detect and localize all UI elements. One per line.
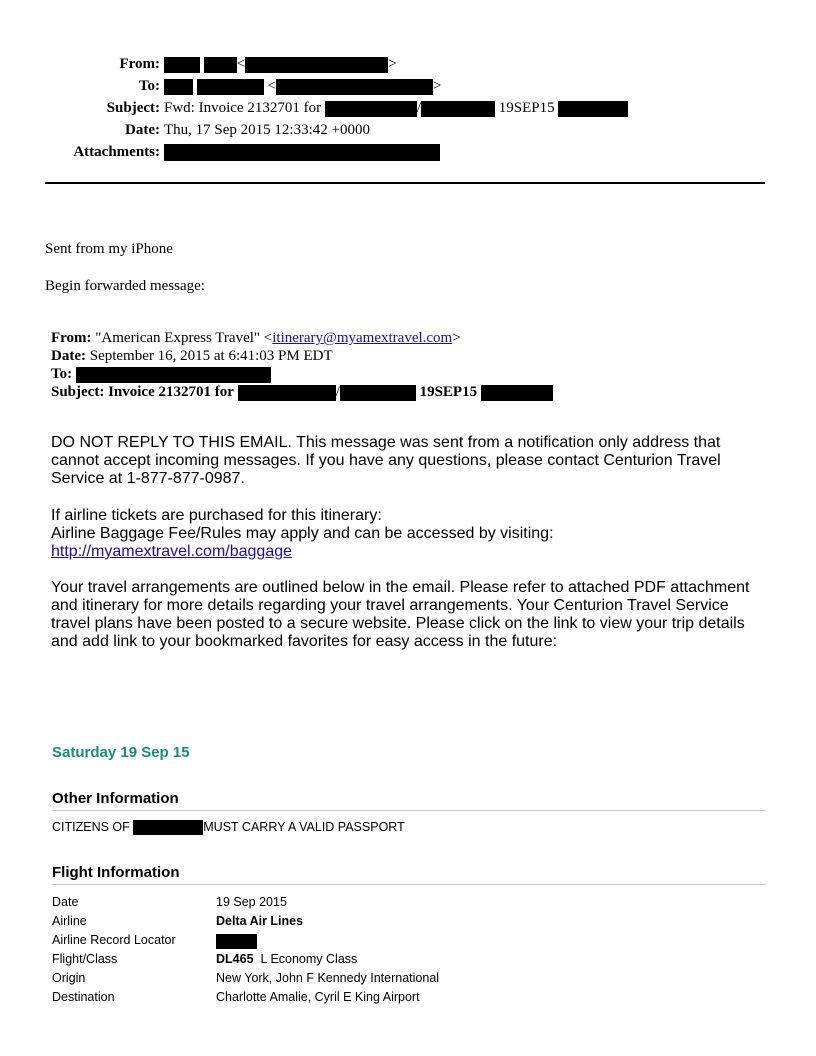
- header-to-label: To:: [138, 78, 160, 94]
- flight-class-value: [216, 950, 357, 969]
- forwarded-header: [51, 329, 553, 401]
- header-from-row: [0, 53, 816, 75]
- other-information-title: Other Information: [52, 790, 179, 807]
- redacted-block: [245, 57, 388, 73]
- forwarded-from-email-link[interactable]: itinerary@myamextravel.com: [272, 330, 453, 346]
- record-locator-label: Airline Record Locator: [52, 933, 176, 947]
- header-to-value: < >: [164, 75, 441, 97]
- forwarded-from-row: From: "American Express Travel" <itinerary@myamextravel.com>: [51, 330, 461, 346]
- baggage-line-2: Airline Baggage Fee/Rules may apply and can be accessed by visiting:: [51, 525, 554, 542]
- begin-forwarded-text: Begin forwarded message:: [45, 278, 205, 294]
- header-attachments-label: Attachments:: [73, 144, 160, 160]
- header-subject-row: [0, 97, 816, 119]
- do-not-reply-notice: DO NOT REPLY TO THIS EMAIL. This message was sent from a notification only address that cannot accept incoming messages. If you have any questions, please contact Centurion Travel Service at 1-877-877-0987.: [51, 434, 721, 487]
- forwarded-date-row: Date: September 16, 2015 at 6:41:03 PM EDT: [51, 348, 333, 364]
- redacted-block: [481, 385, 553, 401]
- airline-value: Delta Air Lines: [216, 914, 304, 928]
- redacted-block: [421, 101, 495, 117]
- forwarded-subject-row: Subject: Invoice 2132701 for / 19SEP15: [51, 383, 553, 401]
- baggage-paragraph: [51, 507, 771, 561]
- flight-date-label: Date: [52, 895, 79, 909]
- forwarded-to-row: To:: [51, 365, 553, 383]
- redacted-block: [204, 57, 237, 73]
- header-subject-label: Subject:: [106, 100, 160, 116]
- airline-label: Airline: [52, 914, 87, 928]
- arrangements-paragraph: Your travel arrangements are outlined below in the email. Please refer to attached PDF attachment and itinerary for more details regarding your travel arrangements. Your Centurion Travel Service travel plans have been posted to a secure website. Please click on the link to view your trip details and add link to your bookmarked favorites for easy access in the future:: [51, 579, 750, 650]
- header-divider: [45, 182, 765, 184]
- flight-date-value: 19 Sep 2015: [216, 895, 287, 909]
- header-attachments-value[interactable]: [164, 141, 440, 163]
- destination-value: Charlotte Amalie, Cyril E King Airport: [216, 990, 420, 1004]
- redacted-block: [164, 57, 200, 73]
- email-header: [0, 53, 816, 163]
- sent-from-text: Sent from my iPhone: [45, 241, 173, 257]
- header-subject-value: Fwd: Invoice 2132701 for / 19SEP15: [164, 97, 628, 119]
- class-value: L Economy Class: [260, 952, 358, 966]
- header-date-row: [0, 119, 816, 141]
- redacted-block: [325, 101, 417, 117]
- redacted-block: [276, 79, 433, 95]
- header-date-label: Date:: [125, 122, 160, 138]
- header-to-row: [0, 75, 816, 97]
- record-locator-value: [216, 934, 257, 949]
- redacted-block: [238, 385, 336, 401]
- baggage-line-1: If airline tickets are purchased for this itinerary:: [51, 507, 382, 524]
- citizens-notice: CITIZENS OF MUST CARRY A VALID PASSPORT: [52, 820, 405, 834]
- destination-label: Destination: [52, 990, 115, 1004]
- header-from-value: < >: [164, 53, 397, 75]
- header-attachments-row: [0, 141, 816, 163]
- redacted-block: [133, 820, 203, 835]
- origin-value: New York, John F Kennedy International: [216, 971, 440, 985]
- day-heading: Saturday 19 Sep 15: [52, 744, 190, 761]
- redacted-block: [558, 101, 628, 117]
- header-from-label: From:: [119, 56, 160, 72]
- redacted-block: [216, 934, 257, 949]
- baggage-link[interactable]: http://myamextravel.com/baggage: [51, 543, 293, 560]
- flight-class-label: Flight/Class: [52, 952, 118, 966]
- flight-number: DL465: [216, 952, 254, 966]
- flight-information-title: Flight Information: [52, 864, 180, 881]
- redacted-block: [340, 385, 416, 401]
- redacted-block: [76, 367, 271, 383]
- redacted-attachment: [164, 144, 440, 161]
- redacted-block: [197, 79, 264, 95]
- header-date-value: Thu, 17 Sep 2015 12:33:42 +0000: [164, 122, 370, 138]
- section-divider: [52, 810, 766, 811]
- origin-label: Origin: [52, 971, 86, 985]
- redacted-block: [164, 79, 193, 95]
- section-divider: [52, 884, 766, 885]
